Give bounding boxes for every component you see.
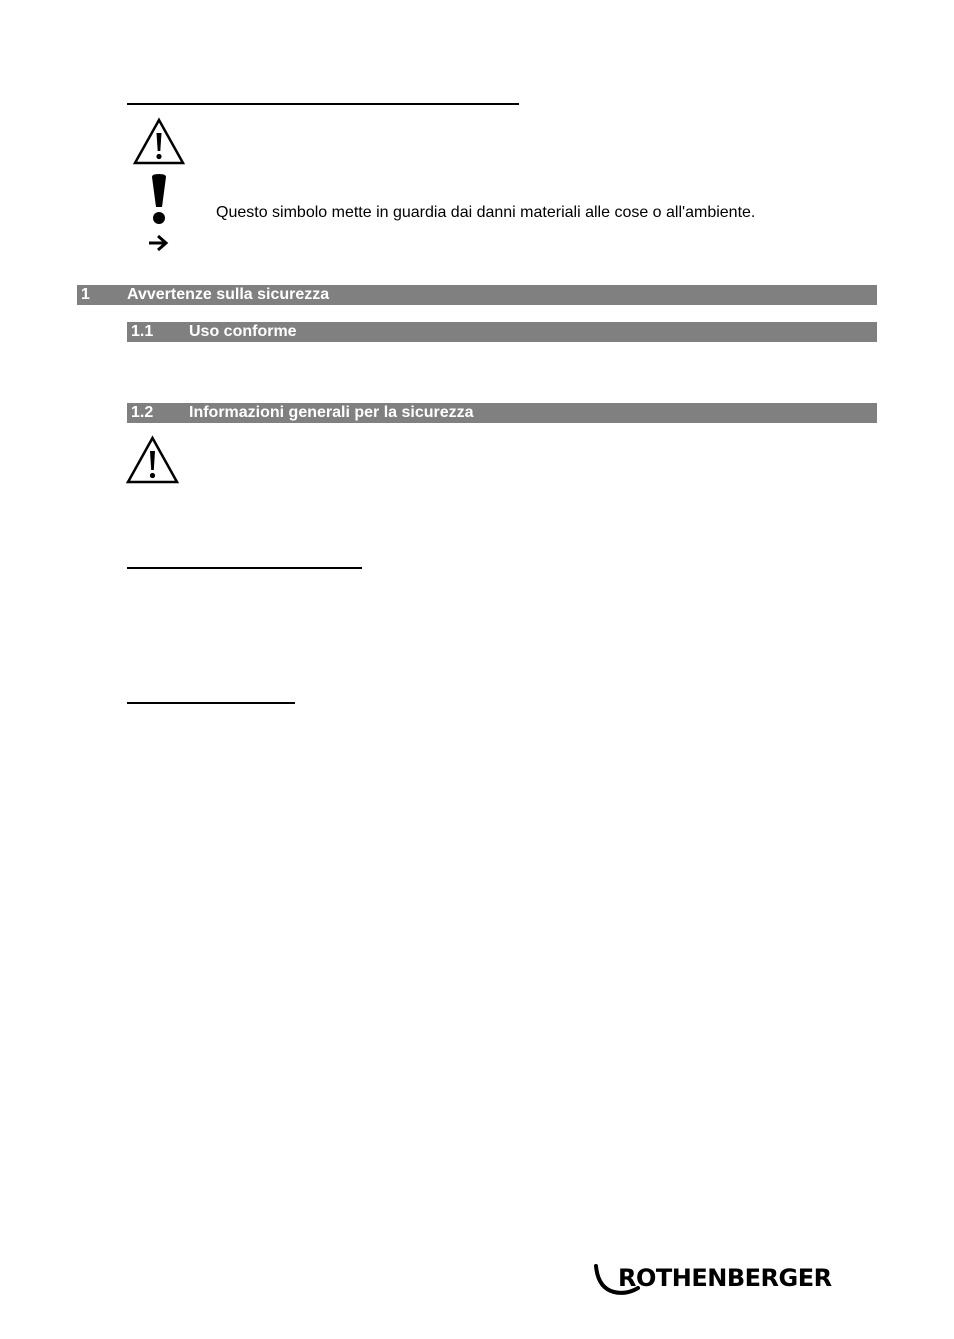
section-title: Uso conforme [189,323,297,340]
brand-logo [592,1262,832,1298]
warning-triangle-icon [125,435,180,485]
section-title: Informazioni generali per la sicurezza [189,404,474,421]
section-heading-1 [77,285,877,305]
brand-name: ROTHENBERGER [618,1264,832,1292]
attention-description: Questo simbolo mette in guardia dai danni materiali alle cose o all'ambiente. [216,204,756,221]
exclamation-icon [148,173,170,227]
subheading-rule [127,702,295,704]
section-number: 1.2 [131,404,154,421]
legend-top-rule [127,103,519,105]
warning-triangle-icon [132,117,186,166]
section-number: 1 [81,286,90,303]
arrow-right-icon [148,234,172,252]
section-heading-1-1 [127,322,877,342]
section-title: Avvertenze sulla sicurezza [127,286,330,303]
section-heading-1-2 [127,403,877,423]
section-number: 1.1 [131,323,154,340]
subheading-rule [127,567,362,569]
